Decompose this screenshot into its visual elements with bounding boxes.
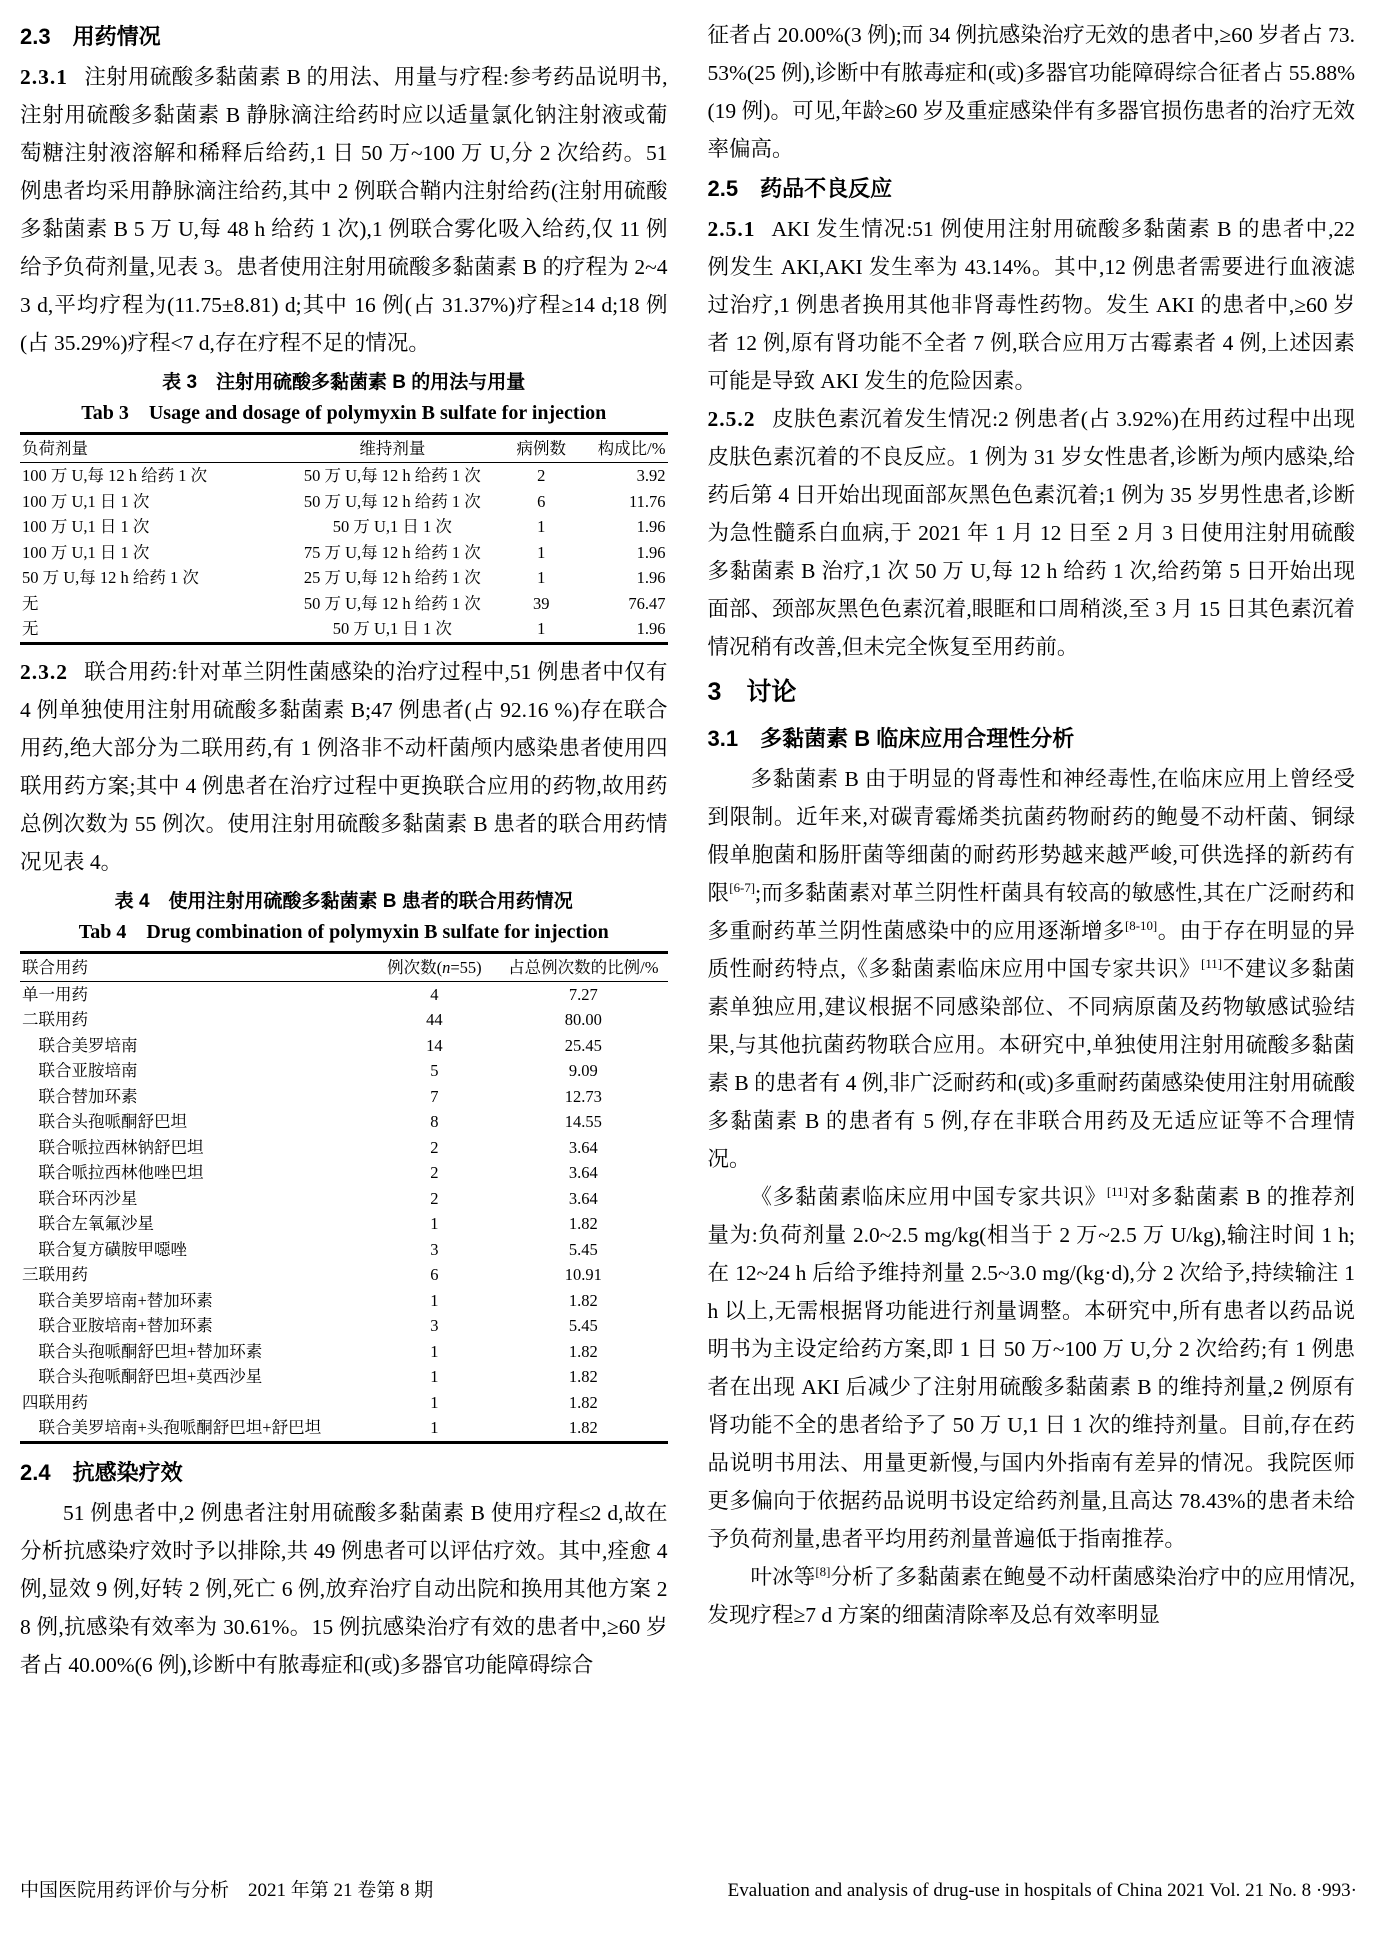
table-cell: 1 — [430, 1367, 439, 1386]
table-cell: 三联用药 — [22, 1265, 88, 1284]
paragraph-2-3-1-text: 注射用硫酸多黏菌素 B 的用法、用量与疗程:参考药品说明书,注射用硫酸多黏菌素 B 静脉滴注给药时应以适量氯化钠注射液或葡萄糖注射液溶解和稀释后给药,1 日 50 万~100 万 U,分 2 次给药。51 例患者均采用静脉滴注给药,其中 2 例联合鞘内注射给药(注射用硫酸多黏菌素 B 5 万 U,每 48 h 给药 1 次),1 例联合雾化吸入给药,仅 11 例给予负荷剂量,见表 3。患者使用注射用硫酸多黏菌素 B 的疗程为 2~43 d,平均疗程为(11.75±8.81) d;其中 16 例(占 31.37%)疗程≥14 d;18 例(占 35.29%)疗程<7 d,存在疗程不足的情况。 — [20, 65, 668, 355]
table-3-header-maintenance-dose: 维持剂量 — [279, 434, 506, 463]
section-2-4-heading: 2.4 抗感染疗效 — [20, 1459, 183, 1485]
table-cell: 1.82 — [568, 1214, 598, 1233]
table-cell: 7.27 — [568, 984, 598, 1004]
table-cell: 二联用药 — [22, 1010, 88, 1029]
table-cell: 1 — [430, 1214, 439, 1233]
table-cell: 1 — [430, 1341, 439, 1361]
paragraph-2-3-1-number: 2.3.1 — [20, 65, 68, 89]
paragraph-3-1-a: 多黏菌素 B 由于明显的肾毒性和神经毒性,在临床应用上曾经受到限制。近年来,对碳青霉烯类抗菌药物耐药的鲍曼不动杆菌、铜绿假单胞菌和肠肝菌等细菌的耐药形势越来越严峻,可供选择的新药有限[6-7];而多黏菌素对革兰阴性杆菌具有较高的敏感性,其在广泛耐药和多重耐药革兰阴性菌感染中的应用逐渐增多[8-10]。由于存在明显的异质性耐药特点,《多黏菌素临床应用中国专家共识》[11]不建议多黏菌素单独应用,建议根据不同感染部位、不同病原菌及药物敏感试验结果,与其他抗菌药物联合应用。本研究中,单独使用注射用硫酸多黏菌素 B 的患者有 4 例,非广泛耐药和(或)多重耐药菌感染使用注射用硫酸多黏菌素 B 的患者有 5 例,存在非联合用药及无适应证等不合理情况。 — [707, 767, 1355, 1171]
table-cell: 75 万 U,每 12 h 给药 1 次 — [303, 542, 481, 562]
table-cell: 1 — [430, 1418, 439, 1437]
table-cell: 14.55 — [564, 1112, 602, 1131]
table-4-header-combination: 联合用药 — [20, 952, 370, 981]
table-cell: 11.76 — [628, 491, 666, 511]
table-row — [20, 463, 668, 489]
table-cell: 100 万 U,每 12 h 给药 1 次 — [22, 466, 208, 485]
table-row — [20, 1007, 668, 1033]
table-row — [20, 1186, 668, 1212]
table-cell: 12.73 — [564, 1086, 602, 1106]
table-4-header-percentage: 占总例次数的比例/% — [499, 952, 667, 981]
table-cell: 1.96 — [636, 542, 666, 562]
table-cell: 100 万 U,1 日 1 次 — [22, 517, 150, 536]
table-row — [20, 1084, 668, 1110]
table-cell: 3.92 — [636, 466, 666, 485]
paragraph-2-3-2 — [20, 653, 668, 881]
paragraph-2-3-2-text: 联合用药:针对革兰阴性菌感染的治疗过程中,51 例患者中仅有 4 例单独使用注射用硫酸多黏菌素 B;47 例患者(占 92.16 %)存在联合用药,绝大部分为二联用药,有 1 例洛非不动杆菌颅内感染患者使用四联用药方案;其中 4 例患者在治疗过程中更换联合应用的药物,故用药总例次数为 55 例次。使用注射用硫酸多黏菌素 B 患者的联合用药情况见表 4。 — [20, 659, 668, 874]
footer-journal-title-english: Evaluation and analysis of drug-use in hospitals of China 2021 Vol. 21 No. 8 ·993· — [727, 1880, 1357, 1901]
table-cell: 联合左氧氟沙星 — [22, 1214, 154, 1233]
table-row — [20, 1211, 668, 1237]
section-2-3-heading: 2.3 用药情况 — [20, 24, 161, 49]
paragraph-3-1-b: 《多黏菌素临床应用中国专家共识》[11]对多黏菌素 B 的推荐剂量为:负荷剂量 2.0~2.5 mg/kg(相当于 2 万~2.5 万 U/kg),输注时间 1 h;在 12~24 h 后给予维持剂量 2.5~3.0 mg/(kg·d),分 2 次给予,持续输注 1 h 以上,无需根据肾功能进行剂量调整。本研究中,所有患者以药品说明书为主设定给药方案,即 1 日 50 万~100 万 U,分 2 次给药;有 1 例患者在出现 AKI 后减少了注射用硫酸多黏菌素 B 的维持剂量,2 例原有肾功能不全的患者给予了 50 万 U,1 日 1 次的维持剂量。目前,存在药品说明书用法、用量更新慢,与国内外指南有差异的情况。我院医师更多偏向于依据药品说明书设定给药剂量,且高达 78.43%的患者未给予负荷剂量,患者平均用药剂量普遍低于指南推荐。 — [707, 1184, 1355, 1551]
paragraph-2-4: 51 例患者中,2 例患者注射用硫酸多黏菌素 B 使用疗程≤2 d,故在分析抗感染疗效时予以排除,共 49 例患者可以评估疗效。其中,痊愈 4 例,显效 9 例,好转 2 例,死亡 6 例,放弃治疗自动出院和换用其他方案 28 例,抗感染有效率为 30.61%。15 例抗感染治疗有效的患者中,≥60 岁者占 40.00%(6 例),诊断中有脓毒症和(或)多器官功能障碍综合 — [20, 1500, 668, 1677]
table-4-header-cases: 例次数(n=55) — [370, 952, 500, 981]
page-footer — [20, 1878, 1357, 1904]
footer-journal-title-chinese: 中国医院用药评价与分析 2021 年第 21 卷第 8 期 — [20, 1880, 434, 1901]
paragraph-2-5-2 — [708, 400, 1356, 666]
table-row — [20, 1135, 668, 1161]
table-row — [20, 1262, 668, 1288]
table-cell: 联合美罗培南+头孢哌酮舒巴坦+舒巴坦 — [22, 1418, 322, 1437]
table-cell: 50 万 U,每 12 h 给药 1 次 — [303, 466, 481, 485]
table-cell: 1.82 — [568, 1392, 598, 1412]
table-cell: 2 — [430, 1137, 439, 1157]
table-cell: 联合美罗培南 — [22, 1035, 138, 1055]
table-row — [20, 1390, 668, 1416]
table-cell: 100 万 U,1 日 1 次 — [22, 542, 150, 562]
table-cell: 1 — [430, 1290, 439, 1310]
table-row — [20, 1237, 668, 1263]
table-cell: 10.91 — [564, 1265, 602, 1284]
table-cell: 联合头孢哌酮舒巴坦+莫西沙星 — [22, 1367, 263, 1386]
paragraph-2-5-1-text: AKI 发生情况:51 例使用注射用硫酸多黏菌素 B 的患者中,22 例发生 AKI,AKI 发生率为 43.14%。其中,12 例患者需要进行血液滤过治疗,1 例患者换用其他非肾毒性药物。发生 AKI 的患者中,≥60 岁者 12 例,原有肾功能不全者 7 例,联合应用万古霉素者 4 例,上述因素可能是导致 AKI 发生的危险因素。 — [707, 217, 1355, 393]
table-cell: 联合头孢哌酮舒巴坦 — [22, 1112, 187, 1131]
paragraph-2-5-1 — [708, 210, 1356, 400]
table-cell: 4 — [430, 984, 439, 1004]
table-cell: 5.45 — [568, 1239, 598, 1259]
table-row — [20, 1058, 668, 1084]
left-column — [20, 16, 668, 1684]
table-cell: 80.00 — [564, 1010, 602, 1029]
table-cell: 100 万 U,1 日 1 次 — [22, 491, 150, 511]
table-cell: 25 万 U,每 12 h 给药 1 次 — [303, 568, 481, 587]
table-row — [20, 1109, 668, 1135]
table-cell: 联合环丙沙星 — [22, 1188, 138, 1208]
table-cell: 50 万 U,1 日 1 次 — [332, 517, 452, 536]
paragraph-2-4-continuation: 征者占 20.00%(3 例);而 34 例抗感染治疗无效的患者中,≥60 岁者占 73.53%(25 例),诊断中有脓毒症和(或)多器官功能障碍综合征者占 55.88%(19 例)。可见,年龄≥60 岁及重症感染伴有多器官损伤患者的治疗无效率偏高。 — [707, 23, 1355, 161]
table-row — [20, 1033, 668, 1059]
table-cell: 联合哌拉西林他唑巴坦 — [22, 1163, 204, 1182]
table-cell: 1.96 — [636, 517, 666, 536]
table-4-caption-chinese: 表 4 使用注射用硫酸多黏菌素 B 患者的联合用药情况 — [114, 890, 573, 912]
table-row — [20, 565, 668, 591]
table-cell: 6 — [537, 491, 546, 511]
table-row — [20, 981, 668, 1007]
table-cell: 1.96 — [636, 568, 666, 587]
table-3-header-load-dose: 负荷剂量 — [20, 434, 279, 463]
table-row — [20, 1313, 668, 1339]
section-2-5-heading: 2.5 药品不良反应 — [707, 176, 893, 201]
paragraph-2-3-1 — [20, 58, 668, 362]
table-cell: 2 — [537, 466, 546, 485]
table-3-header-percentage: 构成比/% — [577, 434, 668, 463]
table-cell: 3.64 — [568, 1137, 598, 1157]
table-cell: 1.82 — [568, 1367, 598, 1386]
paragraph-3-1-c: 叶冰等[8]分析了多黏菌素在鲍曼不动杆菌感染治疗中的应用情况,发现疗程≥7 d 方案的细菌清除率及总有效率明显 — [707, 1564, 1355, 1627]
table-cell: 3 — [430, 1316, 439, 1335]
table-row — [20, 489, 668, 515]
table-cell: 无 — [22, 619, 39, 638]
table-cell: 联合美罗培南+替加环素 — [22, 1290, 213, 1310]
table-3-caption-english: Tab 3 Usage and dosage of polymyxin B sulfate for injection — [81, 402, 607, 424]
table-cell: 6 — [430, 1265, 439, 1284]
table-row — [20, 514, 668, 540]
table-row — [20, 1339, 668, 1365]
table-4-header-row — [20, 952, 668, 981]
table-cell: 5.45 — [568, 1316, 598, 1335]
table-row — [20, 1160, 668, 1186]
table-cell: 9.09 — [568, 1061, 598, 1080]
table-cell: 76.47 — [628, 593, 666, 613]
table-cell: 1 — [537, 517, 546, 536]
table-row — [20, 616, 668, 643]
table-cell: 50 万 U,每 12 h 给药 1 次 — [303, 491, 481, 511]
table-3-header-row — [20, 434, 668, 463]
table-cell: 1.82 — [568, 1290, 598, 1310]
table-4-drug-combination — [20, 951, 668, 1444]
table-cell: 1 — [537, 542, 546, 562]
table-cell: 1.82 — [568, 1341, 598, 1361]
table-cell: 联合亚胺培南+替加环素 — [22, 1316, 213, 1335]
table-row — [20, 540, 668, 566]
table-row — [20, 591, 668, 617]
table-cell: 7 — [430, 1086, 439, 1106]
section-3-heading: 3 讨论 — [707, 678, 797, 706]
table-cell: 四联用药 — [22, 1392, 88, 1412]
table-cell: 50 万 U,1 日 1 次 — [332, 619, 452, 638]
table-4-caption-english: Tab 4 Drug combination of polymyxin B sulfate for injection — [78, 920, 609, 943]
right-column — [708, 16, 1356, 1684]
table-cell: 联合替加环素 — [22, 1086, 138, 1106]
table-row — [20, 1415, 668, 1442]
table-3-header-cases: 病例数 — [506, 434, 577, 463]
table-cell: 50 万 U,每 12 h 给药 1 次 — [22, 568, 199, 587]
paragraph-2-5-2-text: 皮肤色素沉着发生情况:2 例患者(占 3.92%)在用药过程中出现皮肤色素沉着的不良反应。1 例为 31 岁女性患者,诊断为颅内感染,给药后第 4 日开始出现面部灰黑色色素沉着;1 例为 35 岁男性患者,诊断为急性髓系白血病,于 2021 年 1 月 12 日至 2 月 3 日使用注射用硫酸多黏菌素 B 治疗,1 次 50 万 U,每 12 h 给药 1 次,给药第 5 日开始出现面部、颈部灰黑色色素沉着,眼眶和口周稍淡,至 3 月 15 日其色素沉着情况稍有改善,但未完全恢复至用药前。 — [707, 407, 1355, 659]
paragraph-2-3-2-number: 2.3.2 — [20, 659, 68, 684]
table-cell: 2 — [430, 1163, 439, 1182]
table-cell: 50 万 U,每 12 h 给药 1 次 — [303, 593, 481, 613]
table-cell: 5 — [430, 1061, 439, 1080]
table-cell: 1.96 — [636, 619, 666, 638]
table-cell: 联合头孢哌酮舒巴坦+替加环素 — [22, 1341, 263, 1361]
paragraph-2-5-2-number: 2.5.2 — [707, 407, 756, 431]
table-cell: 单一用药 — [22, 984, 88, 1004]
table-row — [20, 1288, 668, 1314]
table-cell: 联合亚胺培南 — [22, 1061, 138, 1080]
section-3-1-heading: 3.1 多黏菌素 B 临床应用合理性分析 — [707, 726, 1075, 751]
table-cell: 8 — [430, 1112, 439, 1131]
table-cell: 联合复方磺胺甲噁唑 — [22, 1239, 187, 1259]
table-cell: 14 — [426, 1035, 443, 1055]
table-cell: 无 — [22, 593, 39, 613]
table-cell: 3.64 — [568, 1188, 598, 1208]
table-cell: 1 — [537, 568, 546, 587]
table-cell: 3.64 — [568, 1163, 598, 1182]
table-cell: 联合哌拉西林钠舒巴坦 — [22, 1137, 204, 1157]
table-cell: 1 — [430, 1392, 439, 1412]
table-3-usage-dosage — [20, 432, 668, 645]
table-cell: 1 — [537, 619, 546, 638]
table-cell: 3 — [430, 1239, 439, 1259]
table-cell: 39 — [532, 593, 550, 613]
table-cell: 44 — [426, 1010, 443, 1029]
paragraph-2-5-1-number: 2.5.1 — [707, 217, 756, 241]
table-row — [20, 1364, 668, 1390]
table-3-caption-chinese: 表 3 注射用硫酸多黏菌素 B 的用法与用量 — [162, 372, 526, 393]
table-cell: 2 — [430, 1188, 439, 1208]
table-cell: 25.45 — [564, 1035, 602, 1055]
table-cell: 1.82 — [568, 1418, 598, 1437]
